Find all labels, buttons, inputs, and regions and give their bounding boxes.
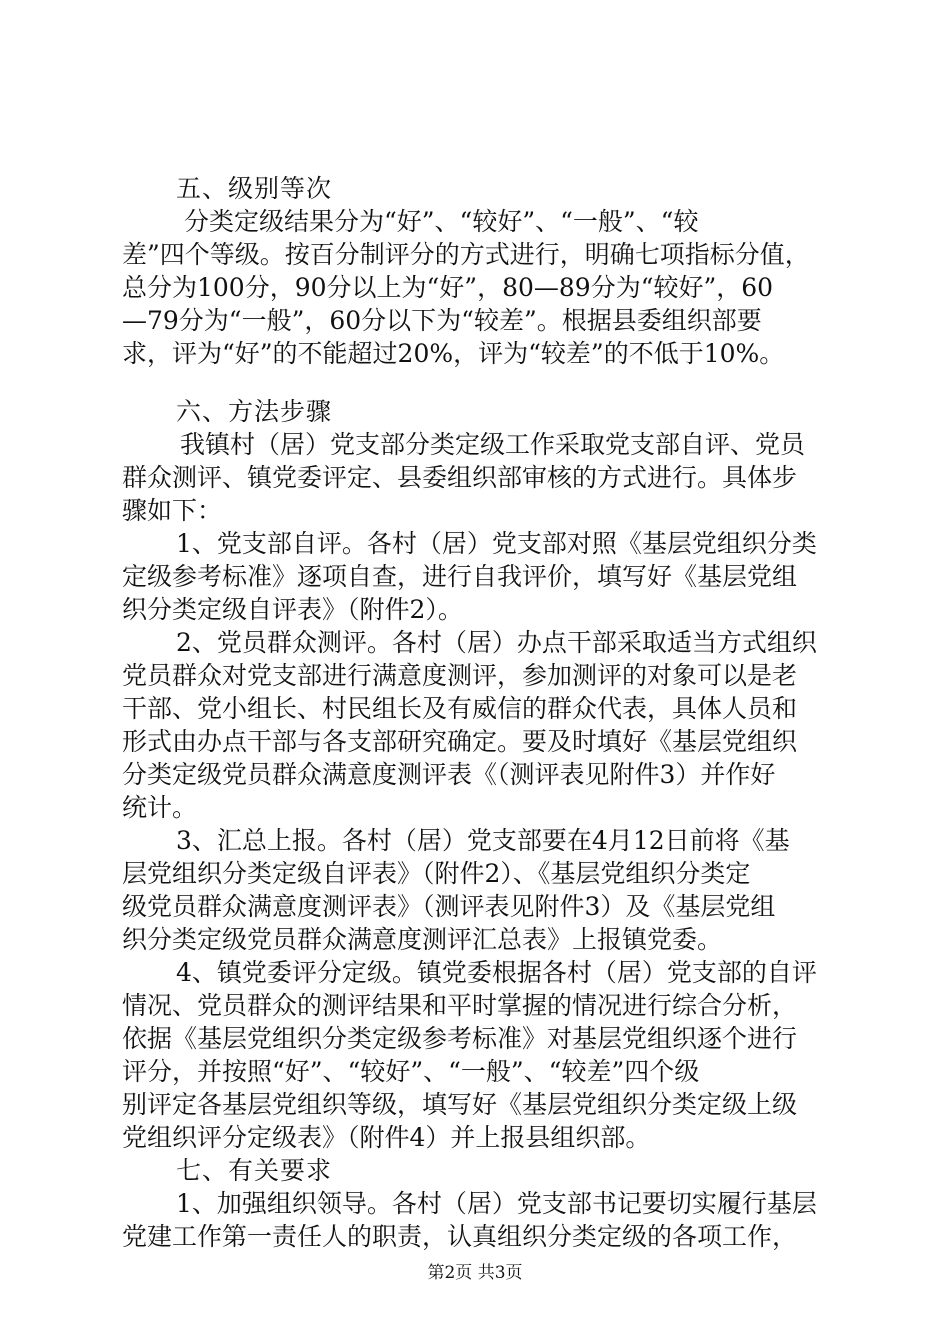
section-6-heading: 六、方法步骤 [176,397,333,426]
step-2-line-5: 分类定级党员群众满意度测评表《（测评表见附件3）并作好 [122,760,776,789]
step-3-line-4: 织分类定级党员群众满意度测评汇总表》上报镇党委。 [122,925,723,954]
step-4-line-2: 情况、党员群众的测评结果和平时掌握的情况进行综合分析， [122,991,798,1020]
step-3-line-3: 级党员群众满意度测评表》（测评表见附件3）及《基层党组 [122,892,776,921]
section-5-line-3: 总分为100分，90分以上为“好”，80—89分为“较好”，60 [122,273,774,302]
section-6-intro-line-2: 群众测评、镇党委评定、县委组织部审核的方式进行。具体步 [122,463,798,492]
section-7-heading: 七、有关要求 [176,1156,333,1185]
step-4-line-4: 评分，并按照“好”、“较好”、“一般”、“较差”四个级 [122,1057,700,1086]
section-7-line-1: 1、加强组织领导。各村（居）党支部书记要切实履行基层 [176,1189,817,1218]
section-5-line-4: —79分为“一般”，60分以下为“较差”。根据县委组织部要 [122,306,762,335]
section-5-line-5: 求，评为“好”的不能超过20%，评为“较差”的不低于10%。 [122,339,785,368]
step-2-line-4: 形式由办点干部与各支部研究确定。要及时填好《基层党组织 [122,727,798,756]
section-7-line-2: 党建工作第一责任人的职责，认真组织分类定级的各项工作， [122,1222,798,1251]
step-2-line-3: 干部、党小组长、村民组长及有威信的群众代表，具体人员和 [122,694,798,723]
step-1-line-1: 1、党支部自评。各村（居）党支部对照《基层党组织分类 [176,529,817,558]
page-number-footer: 第2页 共3页 [427,1263,523,1283]
section-5-heading: 五、级别等次 [176,174,333,203]
step-3-line-2: 层党组织分类定级自评表》（附件2）、《基层党组织分类定 [122,859,751,888]
step-2-line-6: 统计。 [122,793,198,822]
step-2-line-2: 党员群众对党支部进行满意度测评，参加测评的对象可以是老 [122,661,798,690]
step-4-line-3: 依据《基层党组织分类定级参考标准》对基层党组织逐个进行 [122,1024,798,1053]
step-2-line-1: 2、党员群众测评。各村（居）办点干部采取适当方式组织 [176,628,817,657]
section-6-intro-line-1: 我镇村（居）党支部分类定级工作采取党支部自评、党员 [180,430,806,459]
step-1-line-2: 定级参考标准》逐项自查，进行自我评价，填写好《基层党组 [122,562,798,591]
section-5-line-1: 分类定级结果分为“好”、“较好”、“一般”、“较 [184,207,699,236]
step-3-line-1: 3、汇总上报。各村（居）党支部要在4月12日前将《基 [176,826,790,855]
step-4-line-1: 4、镇党委评分定级。镇党委根据各村（居）党支部的自评 [176,958,817,987]
step-4-line-5: 别评定各基层党组织等级，填写好《基层党组织分类定级上级 [122,1090,798,1119]
step-4-line-6: 党组织评分定级表》（附件4）并上报县组织部。 [122,1123,651,1152]
step-1-line-3: 织分类定级自评表》（附件2）。 [122,595,463,624]
section-5-line-2: 差”四个等级。按百分制评分的方式进行，明确七项指标分值， [122,240,810,269]
section-6-intro-line-3: 骤如下： [122,496,223,525]
